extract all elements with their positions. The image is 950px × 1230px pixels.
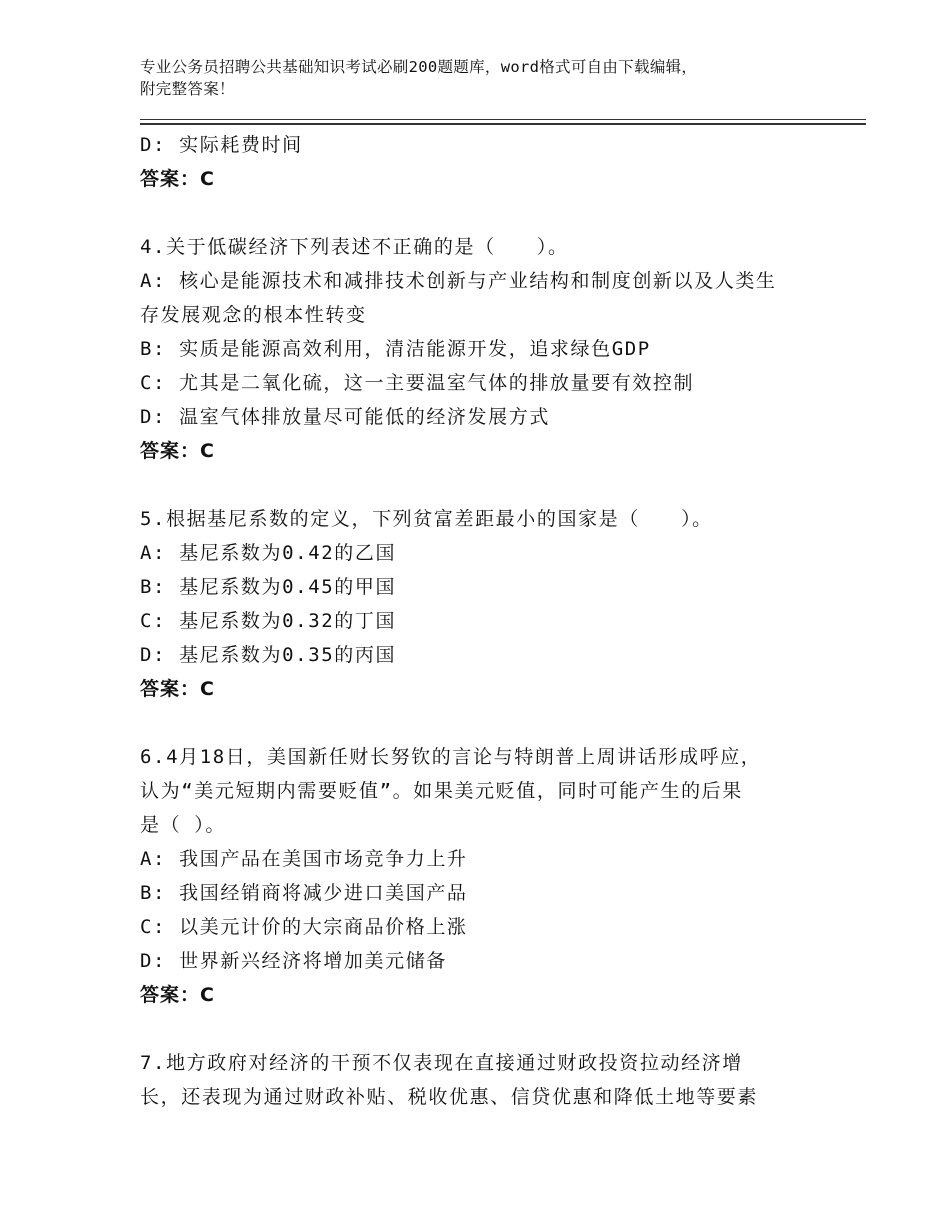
header-line: 专业公务员招聘公共基础知识考试必刷200题题库，word格式可自由下载编辑， — [140, 58, 698, 76]
option-a: A: 核心是能源技术和减排技术创新与产业结构和制度创新以及人类生 — [140, 270, 777, 292]
option-b: B: 实质是能源高效利用，清洁能源开发，追求绿色GDP — [140, 338, 651, 360]
option-c: C: 基尼系数为0.32的丁国 — [140, 610, 397, 632]
header-divider-thick — [140, 123, 866, 125]
question-stem: 长，还表现为通过财政补贴、税收优惠、信贷优惠和降低土地等要素 — [140, 1086, 759, 1108]
question-stem: 6.4月18日，美国新任财长努钦的言论与特朗普上周讲话形成呼应， — [140, 746, 762, 768]
option-c: C: 以美元计价的大宗商品价格上涨 — [140, 916, 468, 938]
option-d: D: 世界新兴经济将增加美元储备 — [140, 950, 447, 972]
question-stem: 认为“美元短期内需要贬值”。如果美元贬值，同时可能产生的后果 — [140, 780, 743, 802]
option-a: A: 我国产品在美国市场竞争力上升 — [140, 848, 468, 870]
option-b: B: 我国经销商将减少进口美国产品 — [140, 882, 468, 904]
question-stem: 5.根据基尼系数的定义，下列贫富差距最小的国家是（ ）。 — [140, 508, 713, 530]
option-a: A: 基尼系数为0.42的乙国 — [140, 542, 397, 564]
question-stem: 是（ ）。 — [140, 814, 226, 836]
option-b: B: 基尼系数为0.45的甲国 — [140, 576, 397, 598]
option-d: D: 温室气体排放量尽可能低的经济发展方式 — [140, 406, 550, 428]
answer-line: 答案：C — [140, 168, 215, 190]
answer-line: 答案：C — [140, 440, 215, 462]
spacer — [140, 1012, 840, 1046]
question-7 — [140, 1046, 840, 1114]
question-5 — [140, 502, 840, 706]
header-line: 附完整答案！ — [140, 80, 235, 98]
option-d: D: 实际耗费时间 — [140, 134, 303, 156]
option-c: C: 尤其是二氧化硫，这一主要温室气体的排放量要有效控制 — [140, 372, 695, 394]
option-a-continued: 存发展观念的根本性转变 — [140, 304, 367, 326]
spacer — [140, 196, 840, 230]
question-4 — [140, 230, 840, 468]
header-divider — [140, 119, 866, 120]
answer-line: 答案：C — [140, 678, 215, 700]
spacer — [140, 706, 840, 740]
option-d: D: 基尼系数为0.35的丙国 — [140, 644, 397, 666]
question-6 — [140, 740, 840, 1012]
question-stem: 4.关于低碳经济下列表述不正确的是（ ）。 — [140, 236, 569, 258]
question-stem: 7.地方政府对经济的干预不仅表现在直接通过财政投资拉动经济增 — [140, 1052, 743, 1074]
page-header — [140, 56, 830, 100]
spacer — [140, 468, 840, 502]
answer-line: 答案：C — [140, 984, 215, 1006]
document-body — [140, 128, 840, 1114]
